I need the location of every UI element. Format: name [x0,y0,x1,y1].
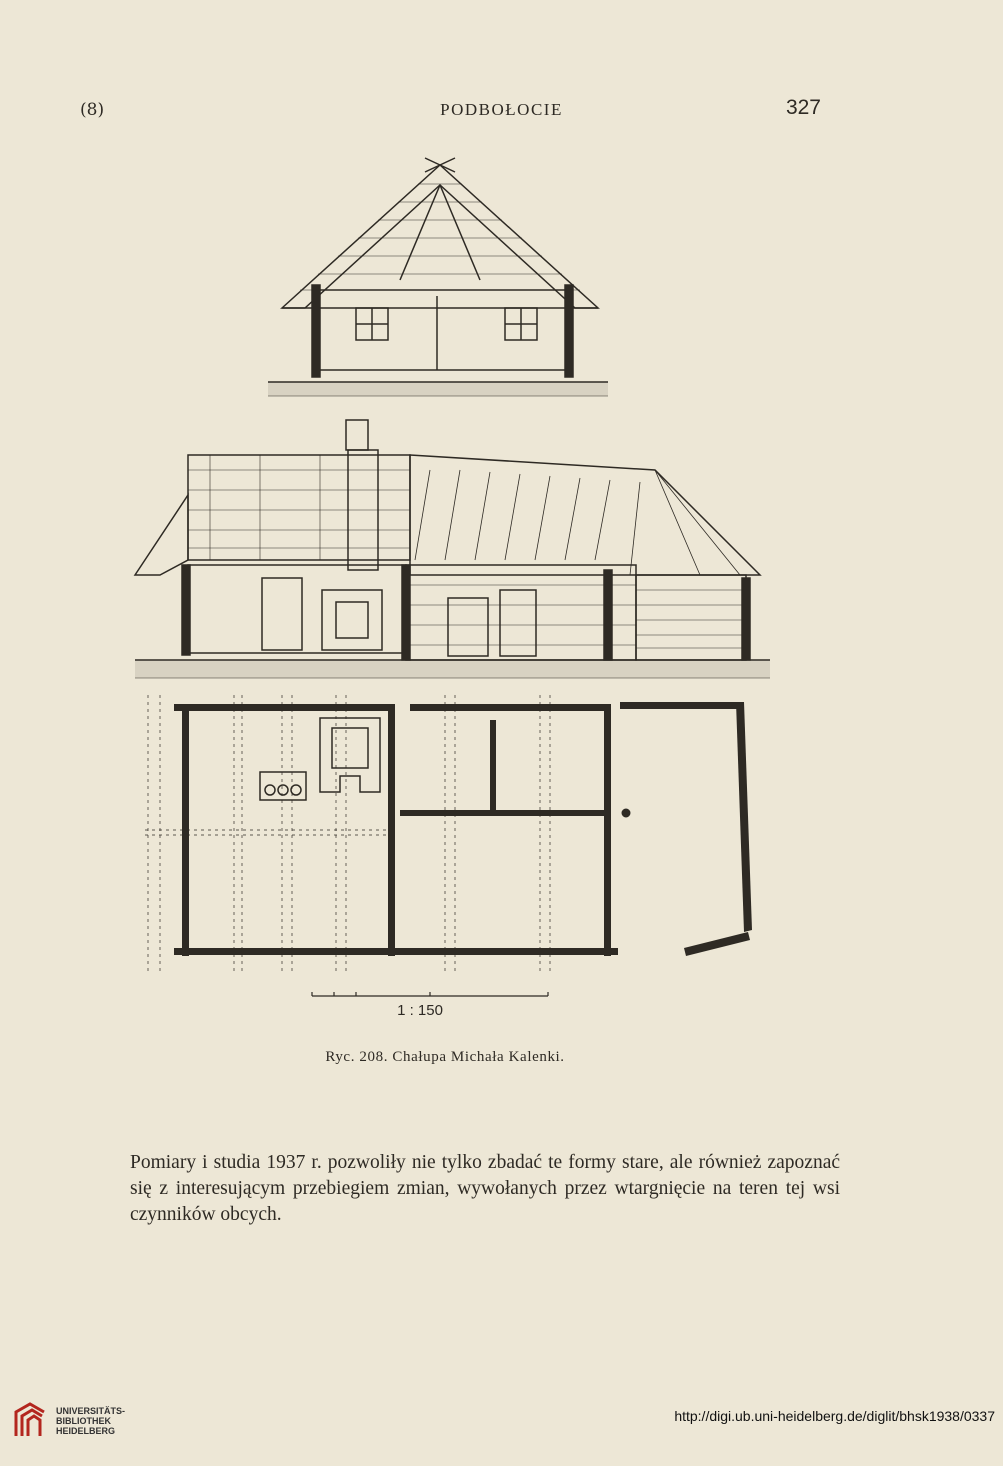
source-url-link[interactable]: http://digi.ub.uni-heidelberg.de/diglit/bhsk1938/0337 [674,1408,995,1424]
side-elevation-drawing [135,420,770,678]
footer [0,1398,1003,1448]
library-logo-icon [12,1402,48,1438]
library-line: BIBLIOTHEK [56,1416,111,1426]
header-chapter-mark: (8) [80,100,105,120]
library-line: HEIDELBERG [56,1426,116,1436]
library-name [56,1406,125,1436]
floor-plan-drawing [145,695,752,996]
front-elevation-drawing [268,158,608,396]
running-title: PODBOŁOCIE [440,100,563,119]
library-line: UNIVERSITÄTS- [56,1406,126,1416]
page-number: 327 [785,96,821,119]
figure-caption: Ryc. 208. Chałupa Michała Kalenki. [325,1049,565,1065]
scale-label: 1 : 150 [397,1002,443,1019]
body-text [130,1150,840,1228]
body-paragraph: Pomiary i studia 1937 r. pozwoliły nie tylko zbadać te formy stare, ale również zapoznać się z interesującym przebiegiem zmian, wywołanych przez wtargnięcie na teren tej wsi czynników obcych. [130,1152,840,1225]
